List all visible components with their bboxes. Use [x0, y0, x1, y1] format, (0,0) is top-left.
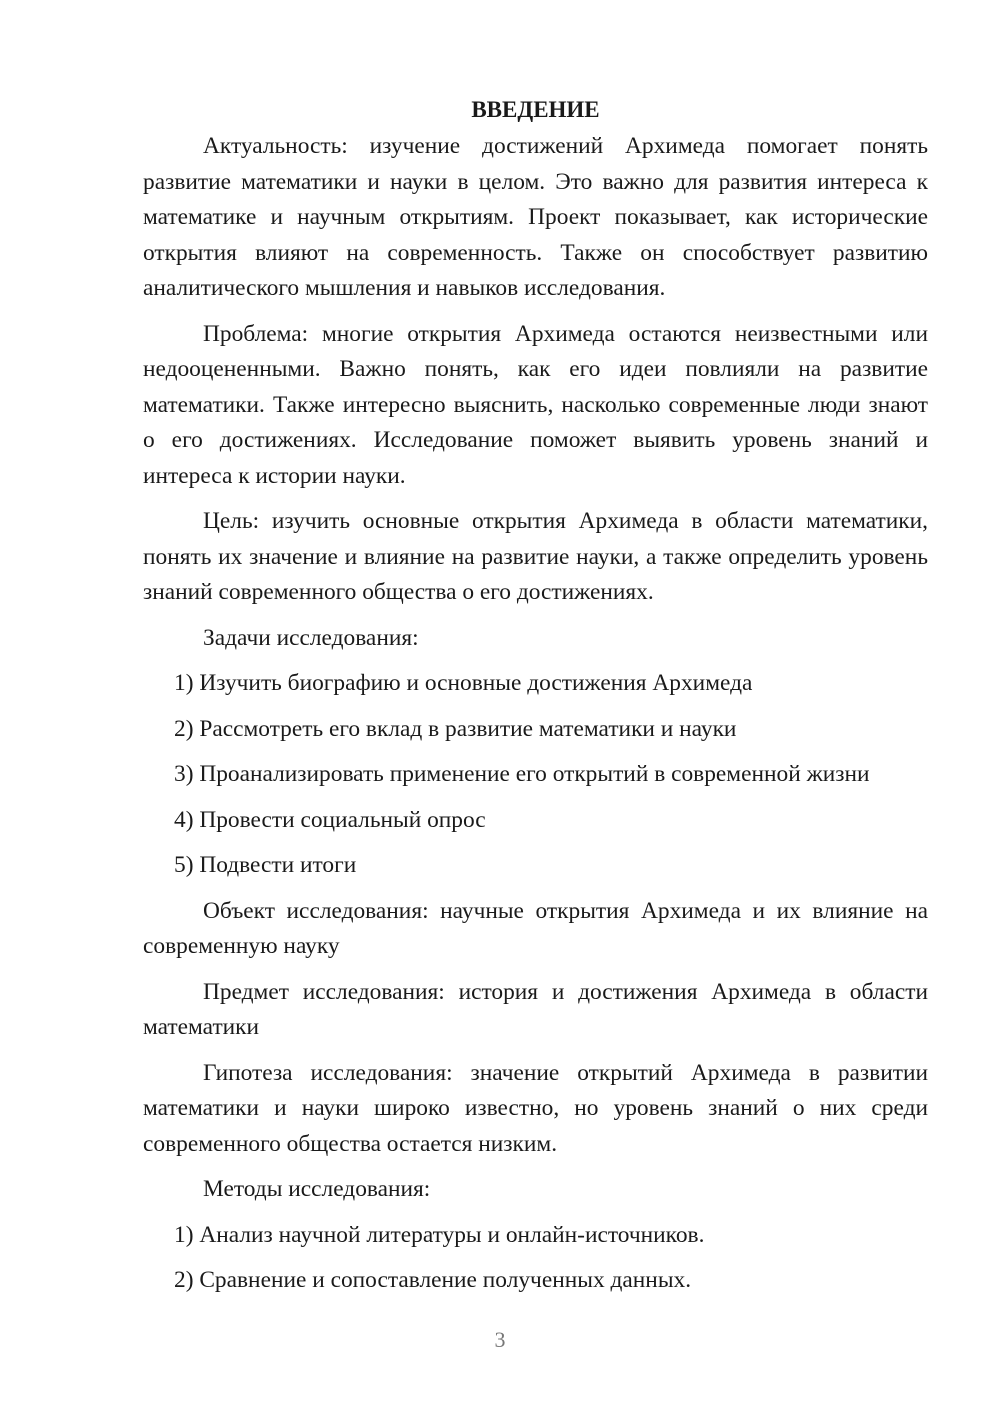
tasks-heading: Задачи исследования: — [203, 624, 419, 651]
goal-paragraph: Цель: изучить основные открытия Архимеда в области математики, понять их значение и влияние на развитие науки, а также определить уровень знаний современного общества о его достижениях. — [143, 508, 928, 605]
task-item: 1) Изучить биографию и основные достижения Архимеда — [174, 670, 753, 696]
relevance-paragraph: Актуальность: изучение достижений Архимеда помогает понять развитие математики и науки в целом. Это важно для развития интереса к математике и научным открытиям. Проект показывает, как исторические открытия влияют на современность. Также он способствует развитию аналитического мышления и навыков исследования. — [143, 133, 928, 301]
task-item: 4) Провести социальный опрос — [174, 806, 486, 833]
methods-heading: Методы исследования: — [203, 1176, 431, 1202]
task-item: 5) Подвести итоги — [174, 852, 357, 878]
hypothesis-paragraph: Гипотеза исследования: значение открытий Архимеда в развитии математики и науки широко известно, но уровень знаний о них среди современного общества остается низким. — [143, 1059, 928, 1157]
task-item: 3) Проанализировать применение его открытий в современной жизни — [174, 761, 870, 787]
method-item: 2) Сравнение и сопоставление полученных данных. — [174, 1267, 692, 1293]
object-paragraph: Объект исследования: научные открытия Архимеда и их влияние на современную науку — [143, 897, 928, 959]
method-item: 1) Анализ научной литературы и онлайн-источников. — [174, 1221, 705, 1248]
section-title: ВВЕДЕНИЕ — [471, 97, 600, 122]
document-page — [143, 92, 928, 1309]
problem-paragraph: Проблема: многие открытия Архимеда остаются неизвестными или недооцененными. Важно понять, как его идеи повлияли на развитие математики. Также интересно выяснить, насколько современные люди знают о его достижениях. Исследование поможет выявить уровень знаний и интереса к истории науки. — [143, 320, 928, 489]
page-number: 3 — [494, 1327, 506, 1352]
subject-paragraph: Предмет исследования: история и достижения Архимеда в области математики — [143, 978, 928, 1040]
task-item: 2) Рассмотреть его вклад в развитие математики и науки — [174, 715, 737, 742]
